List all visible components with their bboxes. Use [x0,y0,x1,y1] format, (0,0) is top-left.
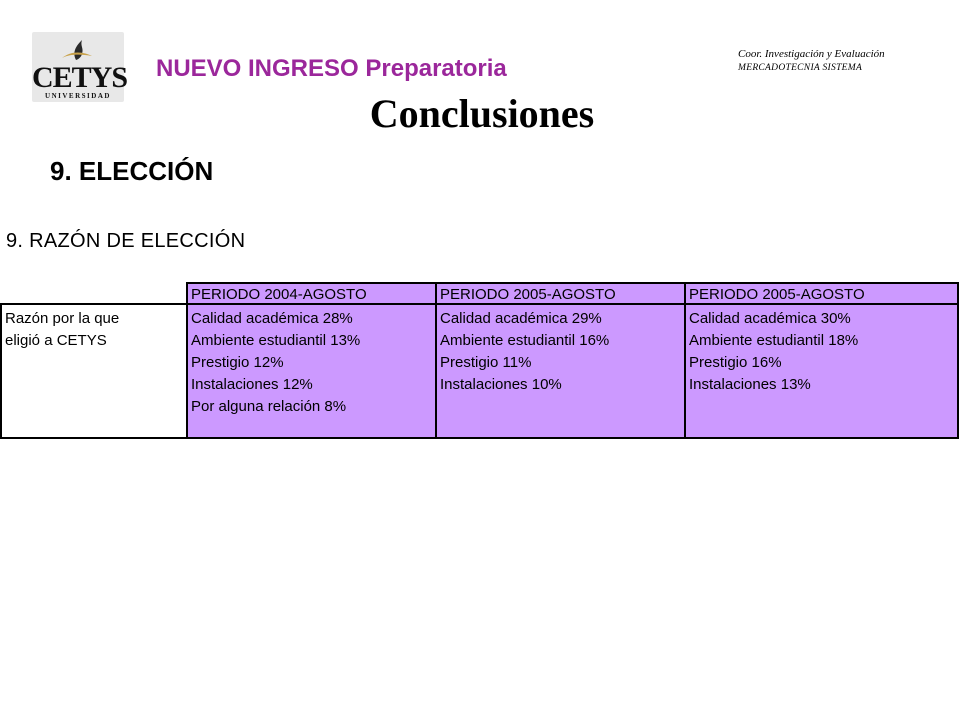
period-cell [684,303,959,439]
column-header: PERIODO 2004-AGOSTO [186,282,437,305]
list-item: Ambiente estudiantil 18% [689,332,859,349]
list-item: Calidad académica 29% [440,310,602,327]
list-item: Calidad académica 30% [689,310,851,327]
department-line: Coor. Investigación y Evaluación [738,48,885,60]
list-item: Prestigio 11% [440,354,532,371]
row-label-line: eligió a CETYS [5,332,107,349]
row-label-line: Razón por la que [5,310,120,327]
list-item: Instalaciones 12% [191,376,313,393]
list-item: Prestigio 12% [191,354,284,371]
list-item: Por alguna relación 8% [191,398,347,415]
list-item: Ambiente estudiantil 13% [191,332,361,349]
logo-wordmark: CETYS [32,61,128,94]
column-header: PERIODO 2005-AGOSTO [684,282,959,305]
list-item: Ambiente estudiantil 16% [440,332,610,349]
list-item: Instalaciones 13% [689,376,811,393]
page-subtitle: NUEVO INGRESO Preparatoria [156,55,507,82]
section-heading: 9. ELECCIÓN [50,156,214,186]
list-item: Instalaciones 10% [440,376,562,393]
department-credit [738,47,885,75]
column-header: PERIODO 2005-AGOSTO [435,282,686,305]
row-label [0,303,188,439]
period-cell [186,303,437,439]
list-item: Prestigio 16% [689,354,782,371]
period-cell [435,303,686,439]
department-line: MERCADOTECNIA SISTEMA [738,63,863,73]
list-item: Calidad académica 28% [191,310,353,327]
table-title: 9. RAZÓN DE ELECCIÓN [6,230,246,252]
logo-subtext: UNIVERSIDAD [45,92,111,100]
page-title: Conclusiones [369,91,595,136]
